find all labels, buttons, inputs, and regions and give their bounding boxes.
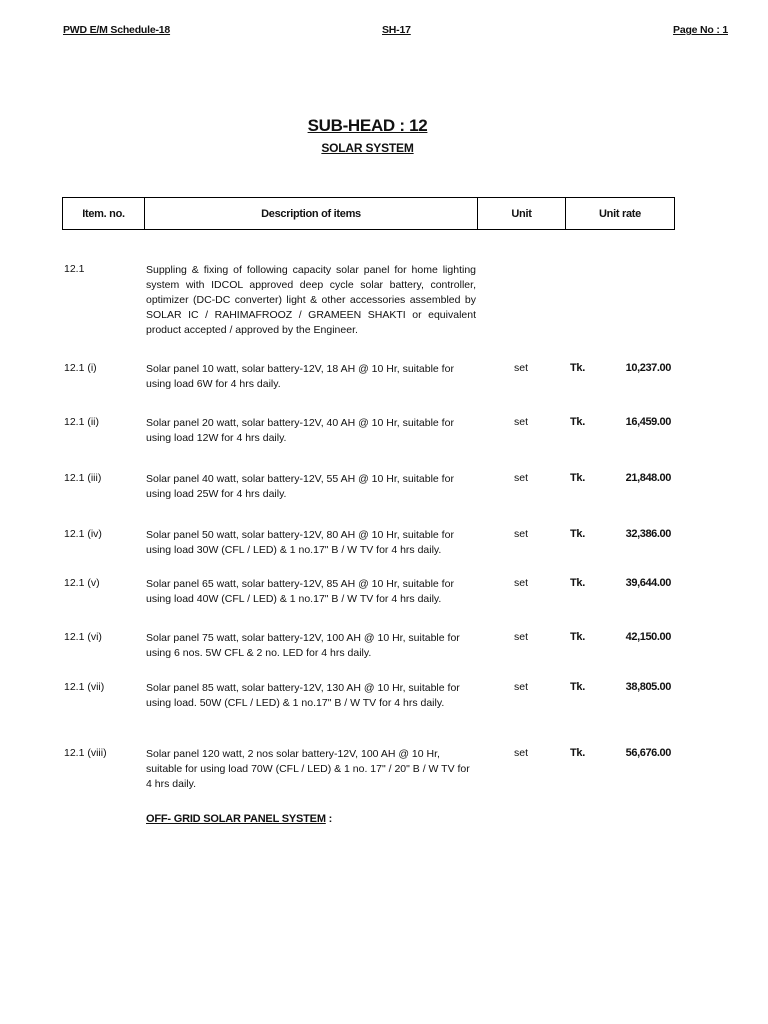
unit-rate: 32,386.00 [625,528,671,540]
item-description: Solar panel 75 watt, solar battery-12V, 100 AH @ 10 Hr, suitable for using 6 nos. 5W CFL & 2 no. LED for 4 hrs daily. [146,632,460,659]
page-number: Page No : 1 [673,24,728,36]
item-unit: set [514,362,529,374]
currency-label: Tk. [570,362,585,374]
unit-rate: 21,848.00 [625,472,671,484]
item-description: Solar panel 85 watt, solar battery-12V, 130 AH @ 10 Hr, suitable for using load. 50W (CFL / LED) & 1 no.17" B / W TV for 4 hrs daily. [146,682,460,709]
subhead-subtitle: SOLAR SYSTEM [321,141,414,155]
unit-rate: 56,676.00 [625,747,671,759]
section-footnote [146,813,332,825]
item-number: 12.1 (vi) [64,631,102,643]
item-unit: set [514,681,529,693]
item-description: Solar panel 65 watt, solar battery-12V, 85 AH @ 10 Hr, suitable for using load 40W (CFL / LED) & 1 no.17" B / W TV for 4 hrs daily. [146,578,454,605]
currency-label: Tk. [570,416,585,428]
item-number: 12.1 (vii) [64,681,105,693]
currency-label: Tk. [570,577,585,589]
currency-label: Tk. [570,528,585,540]
footnote-label: OFF- GRID SOLAR PANEL SYSTEM [146,813,326,825]
footnote-suffix: : [325,813,333,825]
column-header-unit: Unit [478,198,566,229]
currency-label: Tk. [570,747,585,759]
schedule-label: PWD E/M Schedule-18 [63,24,171,36]
currency-label: Tk. [570,472,585,484]
currency-label: Tk. [570,681,585,693]
item-description: Solar panel 120 watt, 2 nos solar battery-12V, 100 AH @ 10 Hr, suitable for using load 70W (CFL / LED) & 1 no. 17" / 20" B / W TV for 4 hrs daily. [146,748,470,790]
item-unit: set [514,528,529,540]
unit-rate: 10,237.00 [625,362,671,374]
unit-rate: 39,644.00 [625,577,671,589]
unit-rate: 38,805.00 [625,681,671,693]
column-header-item-no: Item. no. [63,198,145,229]
unit-rate: 16,459.00 [625,416,671,428]
item-unit: set [514,472,529,484]
item-number: 12.1 (v) [64,577,100,589]
item-number: 12.1 [64,263,85,275]
item-number: 12.1 (i) [64,362,97,374]
item-description: Solar panel 10 watt, solar battery-12V, 18 AH @ 10 Hr, suitable for using load 6W for 4 hrs daily. [146,363,454,390]
item-number: 12.1 (ii) [64,416,100,428]
item-unit: set [514,416,529,428]
item-description: Solar panel 20 watt, solar battery-12V, 40 AH @ 10 Hr, suitable for using load 12W for 4 hrs daily. [146,417,454,444]
sheet-number: SH-17 [382,24,411,36]
column-header-unit-rate: Unit rate [599,207,641,220]
item-unit: set [514,631,529,643]
item-unit: set [514,577,529,589]
item-description: Solar panel 50 watt, solar battery-12V, 80 AH @ 10 Hr, suitable for using load 30W (CFL / LED) & 1 no.17" B / W TV for 4 hrs daily. [146,529,454,556]
item-description: Suppling & fixing of following capacity solar panel for home lighting system with IDCOL approved deep cycle solar battery, controller, optimizer (DC-DC converter) light & other accessories assembled by SOLAR IC / RAHIMAFROOZ / GRAMEEN SHAKTI or equivalent product accepted / approved by the Engineer. [146,264,476,336]
item-description: Solar panel 40 watt, solar battery-12V, 55 AH @ 10 Hr, suitable for using load 25W for 4 hrs daily. [146,473,454,500]
item-unit: set [514,747,529,759]
table-header [62,197,675,230]
item-number: 12.1 (iv) [64,528,102,540]
item-number: 12.1 (viii) [64,747,107,759]
subhead-title: SUB-HEAD : 12 [307,116,428,135]
currency-label: Tk. [570,631,585,643]
column-header-description: Description of items [145,198,478,229]
item-number: 12.1 (iii) [64,472,102,484]
unit-rate: 42,150.00 [625,631,671,643]
